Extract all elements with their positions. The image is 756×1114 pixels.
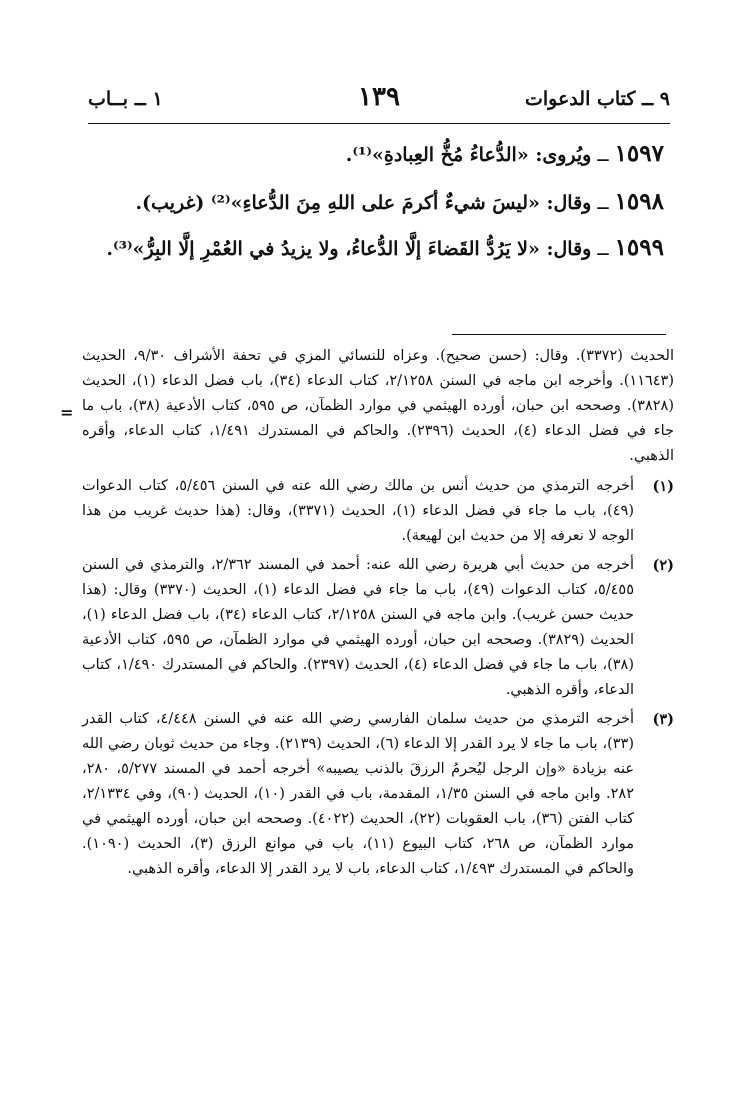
footnote-marker: (٢): [652, 557, 674, 574]
running-header: [88, 82, 670, 120]
continuation-text: الحديث (٣٣٧٢). وقال: (حسن صحيح). وعزاه للنسائي المزي في تحفة الأشراف ٩/٣٠، الحديث (١١٦٤٣). وأخرجه ابن ماجه في السنن ٢/١٢٥٨، كتاب الدعاء (٣٤)، باب فضل الدعاء (١)، الحديث (٣٨٢٨). وصححه ابن حبان، أورده الهيثمي في موارد الظمآن، ص ٥٩٥، كتاب الأدعية (٣٨)، باب ما جاء في فضل الدعاء (٤)، الحديث (٢٣٩٦). والحاكم في المستدرك ١/٤٩١، كتاب الدعاء، وأقره الذهبي.: [82, 348, 675, 464]
hadith-entry: [84, 182, 664, 223]
footnote-text: أخرجه الترمذي من حديث سلمان الفارسي رضي الله عنه في السنن ٤/٤٤٨، كتاب القدر (٣٣)، باب ما جاء لا يرد القدر إلا الدعاء (٦)، الحديث (٢١٣٩). وجاء من حديث ثوبان رضي الله عنه بزيادة «وإن الرجل ليُحرمُ الرزقَ بالذنب يصيبه» أخرجه أحمد في المسند ٥/٢٧٧، ٢٨٠، ٢٨٢. وابن ماجه في السنن ١/٣٥، المقدمة، باب في القدر (١٠)، الحديث (٩٠)، وفي ٢/١٣٣٤، كتاب الفتن (٣٦)، باب العقوبات (٢٢)، الحديث (٤٠٢٢). وصححه ابن حبان، أورده الهيثمي في موارد الظمآن، ص ٢٦٨، كتاب البيوع (١١)، باب في موانع الرزق (٣)، الحديث (١٠٩٠). والحاكم في المستدرك ١/٤٩٣، كتاب الدعاء، باب لا يرد القدر إلا الدعاء، وأقره الذهبي.: [82, 711, 635, 877]
footnote-text: أخرجه من حديث أبي هريرة رضي الله عنه: أحمد في المسند ٢/٣٦٢، والترمذي في السنن ٥/٤٥٥، كتاب الدعوات (٤٩)، باب ما جاء في فضل الدعاء (١)، الحديث (٣٣٧٠) وقال: (هذا حديث حسن غريب). وابن ماجه في السنن ٢/١٢٥٨، كتاب الدعاء (٣٤)، باب فضل الدعاء (١)، الحديث (٣٨٢٩). وصححه ابن حبان، أورده الهيثمي في موارد الظمآن، ص ٥٩٥، كتاب الأدعية (٣٨)، باب ما جاء في فضل الدعاء (٤)، الحديث (٢٣٩٧). والحاكم في المستدرك ١/٤٩٠، كتاب الدعاء، وأقره الذهبي.: [82, 557, 635, 698]
page-number: ١٣٩: [358, 82, 400, 112]
footnote: [82, 553, 674, 703]
header-rule: [88, 123, 670, 124]
continuation-mark: =: [60, 403, 74, 422]
hadith-entry: [84, 228, 664, 269]
footnote: [82, 707, 674, 882]
footnote-marker: (١): [652, 478, 674, 495]
hadith-number: ١٥٩٧: [614, 140, 664, 167]
hadith-text: وقال: «لا يَرُدُّ القَضاءَ إلَّا الدُّعاءُ، ولا يزيدُ في العُمْرِ إلَّا البِرُّ»⁽³⁾.: [106, 238, 592, 260]
hadith-dash: ــ: [597, 238, 609, 260]
section-title: ١ ــ بــاب: [88, 88, 163, 110]
footnote-marker: (٣): [652, 711, 674, 728]
hadith-text: ويُروى: «الدُّعاءُ مُخُّ العِبادةِ»⁽¹⁾.: [345, 144, 592, 166]
footnotes-section: [60, 344, 675, 886]
footnote-text: أخرجه الترمذي من حديث أنس بن مالك رضي الله عنه في السنن ٥/٤٥٦، كتاب الدعوات (٤٩)، باب ما جاء في فضل الدعاء (١)، الحديث (٣٣٧١)، وقال: (هذا حديث غريب من هذا الوجه لا نعرفه إلا من حديث ابن لهيعة).: [82, 478, 634, 544]
chapter-title: ٩ ــ كتاب الدعوات: [524, 88, 670, 110]
hadith-entry: [84, 134, 664, 175]
footnote: [82, 474, 674, 549]
hadith-text: وقال: «ليسَ شيءٌ أكرمَ على اللهِ مِنَ الدُّعاءِ»⁽²⁾ (غريب).: [135, 192, 592, 214]
footnote-continuation: [60, 344, 675, 469]
hadith-number: ١٥٩٨: [614, 188, 664, 215]
footnote-separator: [452, 334, 666, 335]
hadith-dash: ــ: [597, 192, 609, 214]
hadith-dash: ــ: [597, 144, 609, 166]
hadith-number: ١٥٩٩: [614, 234, 664, 261]
